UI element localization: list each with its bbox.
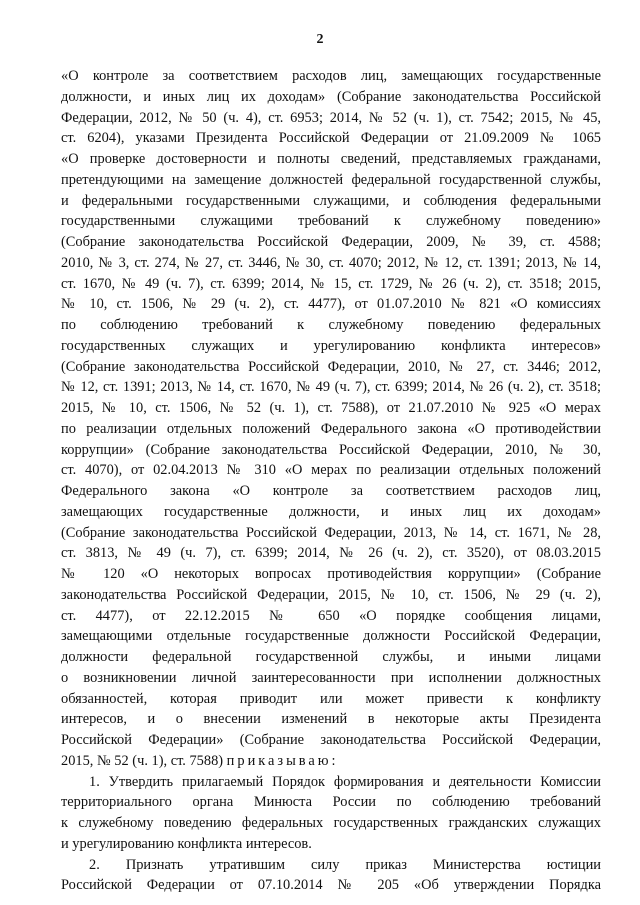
paragraph-2-line: 2. Признать утратившим силу приказ Министерства юстиции [89,856,601,873]
text-line: по реализации отдельных положений Федерального закона «О противодействии [61,420,601,437]
text-line: интересов, и о внесении изменений в некоторые акты Президента [61,711,601,728]
text-line: о возникновении личной заинтересованности при исполнении должностных [61,669,601,686]
text-line: законодательства Российской Федерации, 2015, № 10, ст. 1506, № 29 (ч. 2), [61,586,601,603]
paragraph-1-line: 1. Утвердить прилагаемый Порядок формирования и деятельности Комиссии [89,773,601,790]
text-line: замещающими отдельные государственные должности Российской Федерации, [61,628,601,645]
text-line: (Собрание законодательства Российской Федерации, 2010, № 27, ст. 3446; 2012, [61,358,601,375]
text-line: ст. 1670, № 49 (ч. 7), ст. 6399; 2014, № 15, ст. 1729, № 26 (ч. 2), ст. 3518; 2015, [61,275,601,292]
text-line: «О проверке достоверности и полноты сведений, представляемых гражданами, [61,151,601,167]
text-line: ст. 4070), от 02.04.2013 № 310 «О мерах по реализации отдельных положений [61,462,601,479]
text-line: 2015, № 10, ст. 1506, № 52 (ч. 1), ст. 7588), от 21.07.2010 № 925 «О мерах [61,400,601,416]
text-line: Федерации, 2012, № 50 (ч. 4), ст. 6953; 2014, № 52 (ч. 1), ст. 7542; 2015, № 45, [61,109,601,126]
text-line: ст. 4477), от 22.12.2015 № 650 «О порядке сообщения лицами, [61,607,601,624]
text-line: № 10, ст. 1506, № 29 (ч. 2), ст. 4477), от 01.07.2010 № 821 «О комиссиях [61,296,601,313]
document-body [61,66,601,896]
text-line: 2010, № 3, ст. 274, № 27, ст. 3446, № 30, ст. 4070; 2012, № 12, ст. 1391; 2013, № 14, [61,254,601,271]
text-line: (Собрание законодательства Российской Федерации, 2013, № 14, ст. 1671, № 28, [61,524,601,541]
text-line: должности федеральной государственной службы, и иными лицами [61,649,601,665]
text-line: ст. 6204), указами Президента Российской Федерации от 21.09.2009 № 1065 [61,130,601,147]
closing-citation: 2015, № 52 (ч. 1), ст. 7588) [61,752,224,769]
page-number: 2 [316,32,324,47]
text-line: ст. 3813, № 49 (ч. 7), ст. 6399; 2014, № 26 (ч. 2), ст. 3520), от 08.03.2015 [61,545,601,562]
text-line: государственных служащих и урегулированию конфликта интересов» [61,337,601,354]
text-line: обязанностей, которая приводит или может привести к конфликту [61,690,601,707]
paragraph-1-line: к служебному поведению федеральных государственных гражданских служащих [61,815,601,831]
text-line: по соблюдению требований к служебному поведению федеральных [61,317,601,333]
text-line: претендующими на замещение должностей федеральной государственной службы, [61,171,601,188]
paragraph-1-line: территориального органа Минюста России по соблюдению требований [61,794,601,811]
text-line: должности, и иных лиц их доходам» (Собрание законодательства Российской [61,88,601,105]
text-line: и федеральными государственными служащими, и соблюдения федеральными [61,192,601,209]
text-line: Федерального закона «О контроле за соответствием расходов лиц, [61,483,601,499]
text-line: № 120 «О некоторых вопросах противодействия коррупции» (Собрание [61,566,601,582]
text-line: Российской Федерации» (Собрание законодательства Российской Федерации, [61,732,601,748]
closing-line [61,751,601,772]
text-line: «О контроле за соответствием расходов лиц, замещающих государственные [61,68,601,84]
text-line: (Собрание законодательства Российской Федерации, 2009, № 39, ст. 4588; [61,234,601,250]
order-word: приказываю: [226,752,339,769]
text-line: № 12, ст. 1391; 2013, № 14, ст. 1670, № 49 (ч. 7), ст. 6399; 2014, № 26 (ч. 2), ст. 3518; [61,379,601,396]
text-line: замещающих государственные должности, и иных лиц их доходам» [61,503,601,520]
paragraph-1-line: и урегулированию конфликта интересов. [61,835,312,852]
paragraph-2-line: Российской Федерации от 07.10.2014 № 205 «Об утверждении Порядка [61,877,601,894]
text-line: коррупции» (Собрание законодательства Российской Федерации, 2010, № 30, [61,441,601,458]
text-line: государственными служащими требований к служебному поведению» [61,213,601,230]
